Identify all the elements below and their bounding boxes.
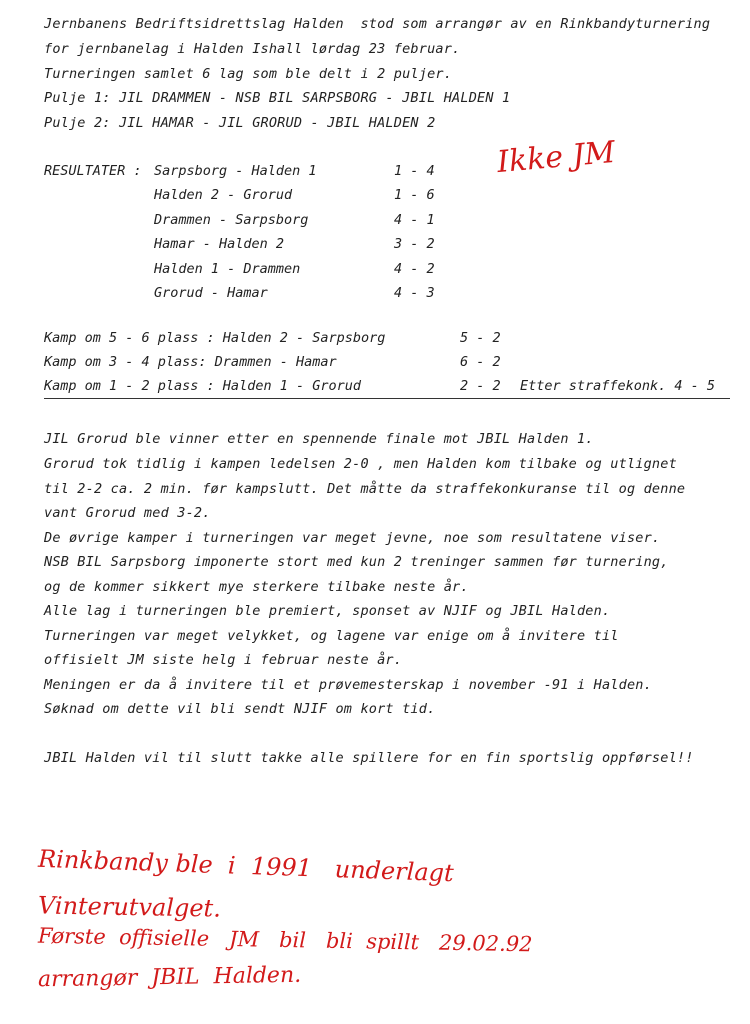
result-match: Halden 1 - Drammen (154, 261, 301, 277)
result-match: Drammen - Sarpsborg (154, 212, 309, 228)
result-score: 4 - 2 (394, 261, 435, 277)
result-score: 3 - 2 (394, 236, 435, 252)
result-match: Grorud - Hamar (154, 285, 268, 301)
placement-game: Kamp om 5 - 6 plass : Halden 2 - Sarpsborg (44, 330, 386, 346)
result-score: 4 - 1 (394, 212, 435, 228)
result-match: Halden 2 - Grorud (154, 187, 293, 203)
body-line: De øvrige kamper i turneringen var meget jevne, noe som resultatene viser. (44, 530, 661, 546)
body-line: Grorud tok tidlig i kampen ledelsen 2-0 , men Halden kom tilbake og utlignet (44, 456, 677, 472)
placement-game: Kamp om 3 - 4 plass: Drammen - Hamar (44, 354, 337, 370)
body-line: NSB BIL Sarpsborg imponerte stort med kun 2 treninger sammen før turnering, (44, 554, 669, 570)
body-line: Turneringen var meget velykket, og lagene var enige om å invitere til (44, 628, 619, 644)
handwritten-line: Første offisielle JM bil bli spillt 29.02.92 (37, 923, 533, 957)
body-line: Søknad om dette vil bli sendt NJIF om kort tid. (44, 701, 436, 717)
result-score: 1 - 4 (394, 163, 435, 179)
intro-line: for jernbanelag i Halden Ishall lørdag 23 februar. (44, 41, 461, 57)
body-line: Meningen er da å invitere til et prøvemesterskap i november -91 i Halden. (44, 677, 652, 693)
body-line: vant Grorud med 3-2. (44, 505, 211, 521)
placement-score: 2 - 2 (460, 378, 501, 394)
result-score: 4 - 3 (394, 285, 435, 301)
result-match: Hamar - Halden 2 (154, 236, 285, 252)
body-line: Alle lag i turneringen ble premiert, sponset av NJIF og JBIL Halden. (44, 603, 611, 619)
intro-line: Turneringen samlet 6 lag som ble delt i 2 puljer. (44, 66, 453, 82)
placement-game: Kamp om 1 - 2 plass : Halden 1 - Grorud (44, 378, 361, 394)
handwritten-line: arrangør JBIL Halden. (37, 962, 302, 993)
penalty-note: Etter straffekonk. 4 - 5 (520, 378, 716, 394)
body-line: og de kommer sikkert mye sterkere tilbake neste år. (44, 579, 469, 595)
placement-score: 6 - 2 (460, 354, 501, 370)
handwritten-line: Vinterutvalget. (37, 891, 222, 923)
placement-score: 5 - 2 (460, 330, 501, 346)
body-line: til 2-2 ca. 2 min. før kampslutt. Det måtte da straffekonkuranse til og denne (44, 481, 686, 497)
results-label: RESULTATER : (44, 163, 142, 179)
intro-line: Jernbanens Bedriftsidrettslag Halden stod som arrangør av en Rinkbandyturnering (44, 16, 711, 32)
body-line: JIL Grorud ble vinner etter en spennende finale mot JBIL Halden 1. (44, 431, 594, 447)
pool-1-line: Pulje 1: JIL DRAMMEN - NSB BIL SARPSBORG - JBIL HALDEN 1 (44, 90, 511, 106)
result-match: Sarpsborg - Halden 1 (154, 163, 317, 179)
body-line: offisielt JM siste helg i februar neste år. (44, 652, 403, 668)
divider-line (44, 398, 730, 399)
pool-2-line: Pulje 2: JIL HAMAR - JIL GRORUD - JBIL HALDEN 2 (44, 115, 436, 131)
handwritten-line: Rinkbandy ble i 1991 underlagt (37, 844, 455, 888)
handwritten-note-ikke-jm: Ikke JM (495, 134, 617, 181)
result-score: 1 - 6 (394, 187, 435, 203)
closing-line: JBIL Halden vil til slutt takke alle spillere for en fin sportslig oppførsel!! (44, 750, 694, 766)
